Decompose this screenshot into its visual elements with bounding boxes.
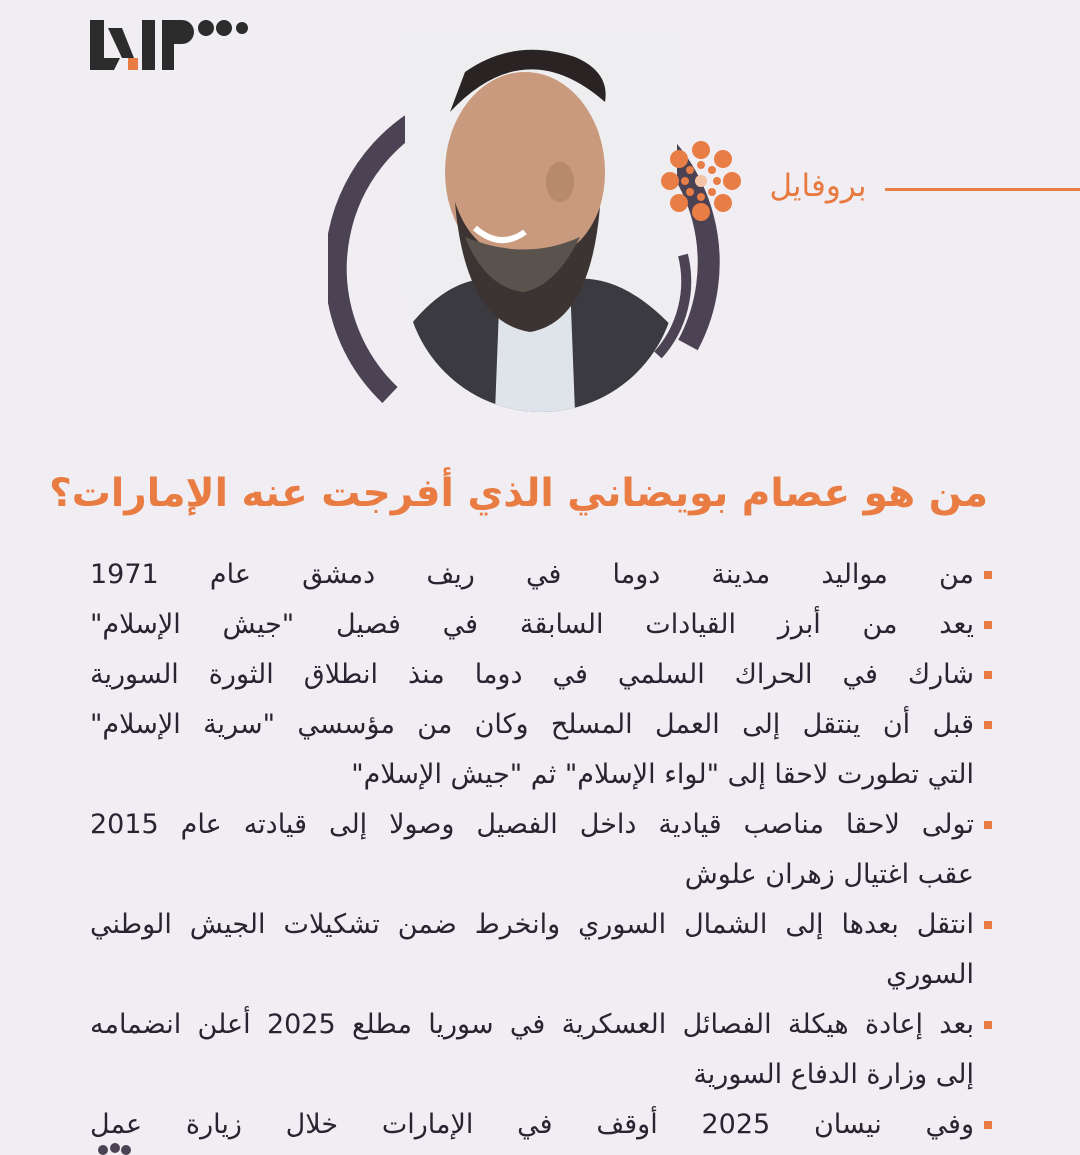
bullet-square-icon: [984, 671, 992, 679]
bullet-text-continued: عقب اغتيال زهران علوش: [684, 859, 974, 890]
list-item: [90, 900, 992, 1000]
profile-divider-line: [885, 188, 1080, 191]
bullet-list: [90, 550, 992, 1150]
list-item: [90, 650, 992, 700]
bullet-square-icon: [984, 721, 992, 729]
brand-logo: [88, 14, 248, 72]
bullet-text: يعد من أبرز القيادات السابقة في فصيل "جيش الإسلام": [90, 609, 974, 640]
bullet-text: انتقل بعدها إلى الشمال السوري وانخرط ضمن تشكيلات الجيش الوطني السوري: [90, 909, 974, 990]
headline: من هو عصام بويضاني الذي أفرجت عنه الإمارات؟: [49, 471, 988, 516]
list-item: [90, 1100, 992, 1150]
bullet-square-icon: [984, 1121, 992, 1129]
profile-label: بروفايل: [769, 168, 867, 204]
bullet-text: بعد إعادة هيكلة الفصائل العسكرية في سوريا مطلع 2025 أعلن انضمامه: [90, 1009, 974, 1040]
list-item: [90, 1000, 992, 1100]
bullet-square-icon: [984, 1021, 992, 1029]
flower-pattern-icon: [660, 140, 742, 222]
bullet-square-icon: [984, 621, 992, 629]
footer-pattern-icon: [95, 1138, 133, 1155]
list-item: [90, 600, 992, 650]
bullet-text: من مواليد مدينة دوما في ريف دمشق عام 1971: [90, 559, 974, 590]
bullet-square-icon: [984, 571, 992, 579]
list-item: [90, 550, 992, 600]
bullet-square-icon: [984, 821, 992, 829]
list-item: [90, 800, 992, 900]
list-item: [90, 700, 992, 800]
bullet-text: تولى لاحقا مناصب قيادية داخل الفصيل وصولا إلى قيادته عام 2015: [90, 809, 974, 840]
portrait-photo: [405, 32, 677, 412]
bullet-text: شارك في الحراك السلمي في دوما منذ انطلاق الثورة السورية: [90, 659, 974, 690]
bullet-text-continued: التي تطورت لاحقا إلى "لواء الإسلام" ثم "جيش الإسلام": [351, 759, 974, 790]
bullet-square-icon: [984, 921, 992, 929]
bullet-text-continued: إلى وزارة الدفاع السورية: [693, 1059, 974, 1090]
bullet-text: قبل أن ينتقل إلى العمل المسلح وكان من مؤسسي "سرية الإسلام": [90, 709, 974, 740]
bullet-text: وفي نيسان 2025 أوقف في الإمارات خلال زيارة عمل: [90, 1109, 974, 1140]
